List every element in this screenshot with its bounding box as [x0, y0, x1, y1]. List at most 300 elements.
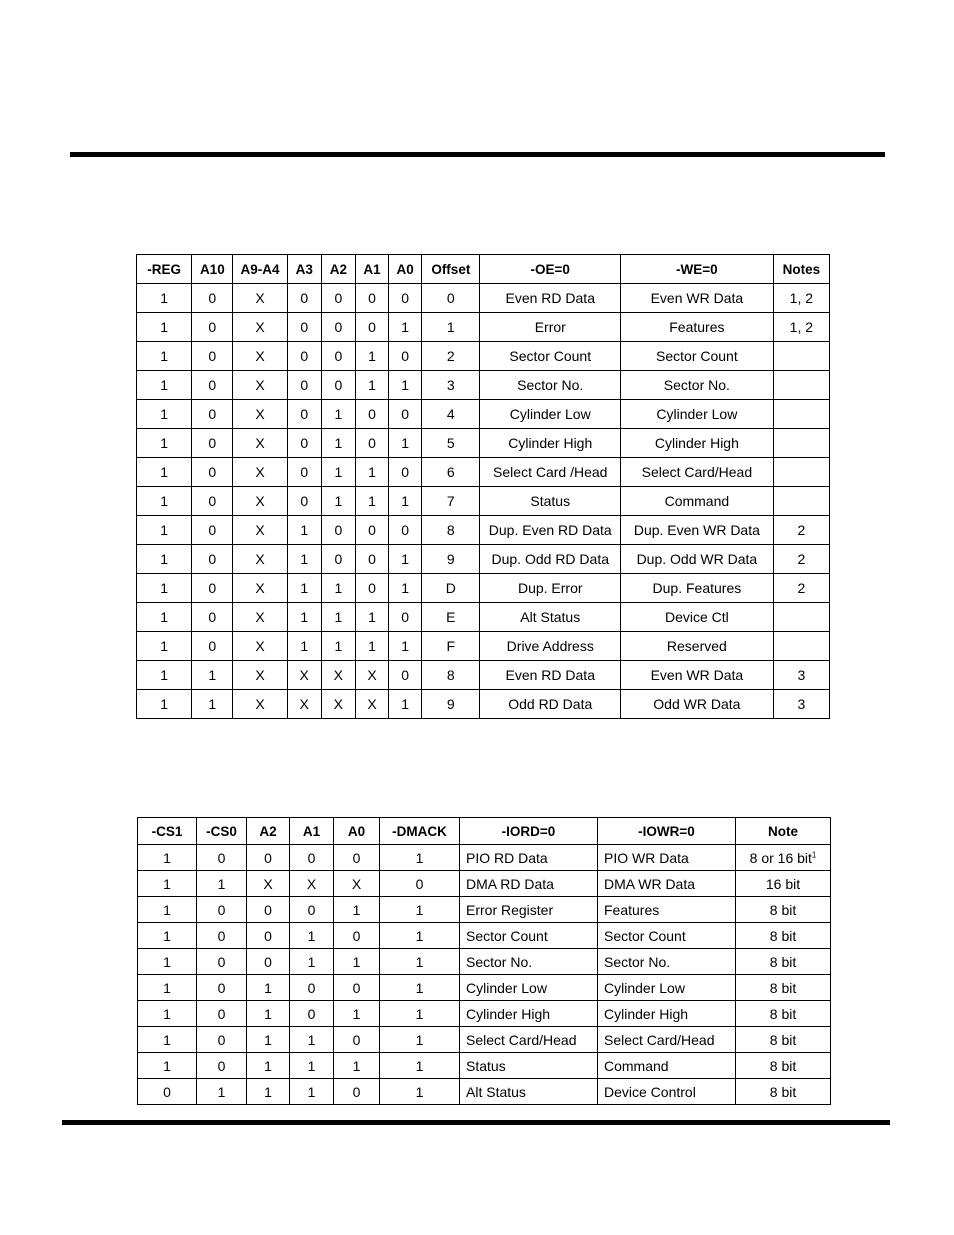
table-cell [197, 897, 247, 923]
table-cell [422, 603, 480, 632]
cell-text: 1 [352, 1057, 361, 1074]
cell-text: 1 [163, 1005, 171, 1022]
table-cell [773, 458, 829, 487]
table-cell [137, 516, 192, 545]
table-cell [422, 458, 480, 487]
table-cell [197, 1053, 247, 1079]
table-row [138, 1053, 831, 1079]
cell-text: 0 [368, 435, 376, 451]
cell-text: 0 [401, 290, 410, 306]
table-header-row [138, 818, 831, 845]
table-cell [389, 458, 422, 487]
cell-text: 1 [368, 377, 376, 393]
table-cell [773, 487, 829, 516]
table-cell [380, 871, 460, 897]
table-cell [321, 284, 355, 313]
column-header: -IOWR=0 [598, 818, 736, 845]
table-cell [598, 1027, 736, 1053]
table-cell [334, 1001, 380, 1027]
cell-text: 0 [208, 464, 217, 480]
table-row [137, 429, 830, 458]
cell-text: X [255, 493, 265, 509]
table-cell [137, 574, 192, 603]
cell-text: X [255, 290, 265, 306]
cell-text: Even RD Data [505, 290, 595, 306]
table-cell [192, 284, 233, 313]
cell-text: Device Control [604, 1083, 696, 1100]
column-header: A0 [389, 255, 422, 284]
cell-text: 1 [163, 979, 171, 996]
cell-text: X [255, 551, 265, 567]
cell-text: 1 [264, 979, 272, 996]
cell-text: Even WR Data [650, 667, 744, 683]
table-cell [247, 871, 290, 897]
cell-text: 1 [300, 522, 309, 538]
table-cell [321, 400, 355, 429]
column-header: A1 [290, 818, 334, 845]
table-cell [389, 545, 422, 574]
table-cell [480, 690, 621, 719]
table-cell [138, 1027, 197, 1053]
table-cell [287, 371, 321, 400]
cell-text: 8 bit [769, 1005, 797, 1022]
cell-text: Select Card/Head [466, 1031, 577, 1048]
cell-text: 0 [217, 927, 226, 944]
table-row [137, 371, 830, 400]
column-header: A0 [334, 818, 380, 845]
cell-text: Drive Address [506, 638, 594, 654]
table-cell [321, 313, 355, 342]
cell-text: 1 [217, 1083, 226, 1100]
cell-text: X [255, 348, 265, 364]
table-row [137, 516, 830, 545]
table-cell [480, 284, 621, 313]
cell-text: 1, 2 [789, 319, 814, 335]
cell-text: X [255, 319, 265, 335]
table-cell [773, 429, 829, 458]
table-cell [422, 516, 480, 545]
cell-text: 1 [415, 953, 424, 970]
cell-text: 0 [401, 522, 410, 538]
cell-text: 0 [300, 435, 309, 451]
table-cell [192, 342, 233, 371]
cell-text: 0 [368, 319, 376, 335]
table-cell [380, 975, 460, 1001]
table-cell [389, 400, 422, 429]
cell-text: Dup. Even RD Data [488, 522, 612, 538]
table-cell [480, 516, 621, 545]
cell-text: 1 [160, 522, 169, 538]
table-cell [138, 845, 197, 871]
table-cell [480, 371, 621, 400]
table-cell [233, 371, 287, 400]
cell-text: 0 [334, 522, 343, 538]
top-rule [70, 152, 885, 157]
table-cell [598, 1079, 736, 1105]
table-row [138, 1079, 831, 1105]
cell-text: 1 [368, 493, 376, 509]
cell-text: 1 [264, 1031, 272, 1048]
cell-text: 1 [163, 927, 171, 944]
table-cell [736, 897, 831, 923]
cell-text: 0 [401, 348, 410, 364]
table-row [138, 1001, 831, 1027]
cell-text: 2 [797, 551, 806, 567]
cell-text: X [299, 696, 309, 712]
table-row [137, 400, 830, 429]
table-cell [290, 1027, 334, 1053]
table-cell [422, 574, 480, 603]
table-cell [233, 313, 287, 342]
table-row [137, 603, 830, 632]
table-cell [321, 371, 355, 400]
table-cell [192, 603, 233, 632]
table-cell [334, 975, 380, 1001]
table-cell [138, 1053, 197, 1079]
cell-text: 1 [160, 551, 169, 567]
table-row [138, 949, 831, 975]
table-cell [621, 516, 774, 545]
table-row [137, 313, 830, 342]
table-cell [334, 949, 380, 975]
cell-text: 1 [160, 696, 169, 712]
table-cell [138, 949, 197, 975]
column-header: -CS1 [138, 818, 197, 845]
cell-text: Dup. Error [517, 580, 583, 596]
table-cell [192, 545, 233, 574]
cell-text: X [255, 377, 265, 393]
cell-text: Sector Count [509, 348, 592, 364]
cell-text: 0 [352, 1083, 361, 1100]
table-cell [138, 1079, 197, 1105]
table-cell [137, 284, 192, 313]
cell-text: 0 [264, 927, 272, 944]
table-cell [736, 1053, 831, 1079]
cell-text: 0 [368, 406, 376, 422]
cell-text: 0 [307, 979, 316, 996]
cell-text: 0 [368, 522, 376, 538]
table-cell [355, 574, 388, 603]
cell-text: Select Card/Head [604, 1031, 715, 1048]
table-cell [287, 545, 321, 574]
table-cell [422, 661, 480, 690]
cell-text: Alt Status [466, 1083, 526, 1100]
cell-text: 1 [415, 1031, 424, 1048]
table-cell [736, 845, 831, 871]
table-cell [233, 487, 287, 516]
table-cell [290, 1001, 334, 1027]
cell-text: 1 [217, 875, 226, 892]
table-cell [290, 949, 334, 975]
table-cell [460, 845, 598, 871]
cell-text: 1 [163, 953, 171, 970]
cell-text: 1 [264, 1057, 272, 1074]
cell-text: Cylinder Low [466, 979, 547, 996]
table-header-row [137, 255, 830, 284]
cell-text: Sector No. [604, 953, 671, 970]
cell-text: 1 [160, 580, 169, 596]
cell-text: 0 [300, 464, 309, 480]
cell-text: Device Ctl [664, 609, 729, 625]
cell-text: 3 [446, 377, 455, 393]
table-cell [380, 1079, 460, 1105]
column-header: -CS0 [197, 818, 247, 845]
cell-text: 1 [208, 696, 217, 712]
table-cell [460, 1053, 598, 1079]
table-cell [355, 371, 388, 400]
table-cell [621, 632, 774, 661]
table-cell [321, 429, 355, 458]
cell-text: 1 [446, 319, 455, 335]
cell-text: Reserved [666, 638, 727, 654]
table-cell [334, 871, 380, 897]
cell-text: 0 [217, 1005, 226, 1022]
table-cell [389, 661, 422, 690]
cell-text: X [255, 522, 265, 538]
cell-text: 1 [401, 638, 410, 654]
table-cell [773, 516, 829, 545]
cell-text: 1 [415, 1057, 424, 1074]
table-cell [247, 845, 290, 871]
table-cell [460, 871, 598, 897]
cell-text: 0 [334, 348, 343, 364]
cell-text: 0 [217, 901, 226, 918]
cell-text: 0 [415, 875, 424, 892]
cell-text: 4 [446, 406, 455, 422]
column-header: -IORD=0 [460, 818, 598, 845]
table-cell [334, 1053, 380, 1079]
table-cell [598, 975, 736, 1001]
column-header: A2 [321, 255, 355, 284]
table-cell [290, 1079, 334, 1105]
cell-text: 0 [217, 849, 226, 866]
table-cell [460, 1001, 598, 1027]
table-cell [389, 284, 422, 313]
table-cell [290, 897, 334, 923]
cell-text: 1 [307, 1083, 316, 1100]
table-row [137, 458, 830, 487]
cell-text: 8 bit [769, 1057, 797, 1074]
cell-text: 1 [300, 580, 309, 596]
cell-text: X [306, 875, 317, 892]
table-cell [192, 487, 233, 516]
table-cell [233, 574, 287, 603]
table-cell [422, 429, 480, 458]
cell-text: 1 [163, 901, 171, 918]
table-cell [422, 632, 480, 661]
cell-text: 0 [307, 1005, 316, 1022]
table-cell [192, 574, 233, 603]
cell-text: 1 [160, 435, 169, 451]
cell-text: 0 [264, 849, 272, 866]
table-cell [233, 661, 287, 690]
cell-text: Command [604, 1057, 669, 1074]
cell-text: 1 [415, 1005, 424, 1022]
cell-text: 3 [797, 667, 806, 683]
table-cell [598, 1053, 736, 1079]
table-cell [380, 1053, 460, 1079]
table-cell [233, 284, 287, 313]
cell-text: 0 [264, 901, 272, 918]
table-cell [355, 661, 388, 690]
table-cell [247, 923, 290, 949]
table-cell [480, 545, 621, 574]
cell-text: 0 [401, 609, 410, 625]
table-cell [287, 516, 321, 545]
cell-text: 0 [208, 377, 217, 393]
table-cell [389, 371, 422, 400]
column-header: Notes [773, 255, 829, 284]
cell-text: 0 [352, 927, 361, 944]
column-header: A2 [247, 818, 290, 845]
cell-text: 1 [334, 406, 343, 422]
cell-text: Sector Count [656, 348, 738, 364]
table-cell [389, 487, 422, 516]
table-cell [321, 603, 355, 632]
table-cell [197, 1079, 247, 1105]
cell-text: 0 [217, 953, 226, 970]
table-cell [138, 923, 197, 949]
cell-text: 1, 2 [789, 290, 814, 306]
table-cell [422, 400, 480, 429]
table-cell [287, 458, 321, 487]
table-cell [334, 1027, 380, 1053]
table-cell [287, 284, 321, 313]
table-cell [736, 1001, 831, 1027]
table-cell [621, 342, 774, 371]
cell-text: 0 [163, 1083, 171, 1100]
table-row [138, 975, 831, 1001]
table-cell [138, 975, 197, 1001]
cell-text: 1 [334, 435, 343, 451]
cell-text: 1 [160, 609, 169, 625]
table-cell [621, 603, 774, 632]
table-cell [422, 313, 480, 342]
table-cell [233, 603, 287, 632]
cell-text: X [263, 875, 273, 892]
cell-text: Odd WR Data [653, 696, 741, 712]
cell-text: 1 [307, 927, 316, 944]
cell-text: 9 [446, 696, 455, 712]
table-cell [355, 458, 388, 487]
cell-text: 6 [446, 464, 455, 480]
cell-text: 0 [352, 1031, 361, 1048]
table-row [138, 871, 831, 897]
cell-text: 9 [446, 551, 455, 567]
table-cell [197, 871, 247, 897]
table-cell [321, 458, 355, 487]
cell-text: Cylinder High [654, 435, 739, 451]
cell-text: 1 [415, 1083, 424, 1100]
table-cell [192, 400, 233, 429]
cell-text: 1 [334, 580, 343, 596]
table-cell [773, 545, 829, 574]
cell-text: 1 [401, 580, 410, 596]
cell-text: Even WR Data [650, 290, 744, 306]
cell-text: Cylinder Low [509, 406, 591, 422]
table-cell [197, 923, 247, 949]
table-cell [287, 632, 321, 661]
table-cell [247, 1027, 290, 1053]
footnote-marker: 1 [811, 849, 817, 859]
cell-text: 1 [163, 1031, 171, 1048]
table-cell [621, 429, 774, 458]
cell-text: 1 [160, 290, 169, 306]
memory-mapped-register-table [136, 254, 830, 719]
table-cell [621, 400, 774, 429]
table-cell [389, 690, 422, 719]
cell-text: Cylinder Low [656, 406, 738, 422]
table-cell [773, 400, 829, 429]
cell-text: 1 [401, 696, 410, 712]
cell-text: 0 [208, 319, 217, 335]
table-cell [460, 923, 598, 949]
table-cell [247, 1053, 290, 1079]
cell-text: 8 bit [769, 979, 797, 996]
cell-text: Sector No. [517, 377, 584, 393]
cell-text: 1 [300, 609, 309, 625]
table-row [137, 284, 830, 313]
cell-text: PIO RD Data [466, 849, 548, 866]
table-cell [621, 458, 774, 487]
cell-text: 2 [797, 522, 806, 538]
table-cell [598, 871, 736, 897]
table-cell [197, 1001, 247, 1027]
cell-text: 0 [368, 290, 376, 306]
table-row [137, 574, 830, 603]
table-cell [137, 429, 192, 458]
table-cell [197, 949, 247, 975]
cell-text: 0 [401, 406, 410, 422]
cell-text: F [446, 638, 456, 654]
cell-text: X [255, 638, 265, 654]
cell-text: 1 [307, 1031, 316, 1048]
table-cell [197, 1027, 247, 1053]
table-cell [192, 371, 233, 400]
cell-text: X [255, 580, 265, 596]
table-cell [736, 1027, 831, 1053]
table-cell [192, 661, 233, 690]
table-cell [480, 661, 621, 690]
io-register-table [137, 817, 831, 1105]
cell-text: 0 [300, 348, 309, 364]
cell-text: Dup. Features [652, 580, 742, 596]
table-cell [380, 845, 460, 871]
table-cell [389, 574, 422, 603]
cell-text: 1 [163, 1057, 171, 1074]
cell-text: 0 [208, 580, 217, 596]
table-cell [321, 690, 355, 719]
table-cell [355, 284, 388, 313]
table-cell [247, 897, 290, 923]
table-cell [137, 458, 192, 487]
table-cell [287, 603, 321, 632]
cell-text: 0 [334, 319, 343, 335]
table-cell [621, 487, 774, 516]
cell-text: 0 [446, 290, 455, 306]
table-cell [287, 574, 321, 603]
table-cell [480, 574, 621, 603]
cell-text: X [367, 696, 377, 712]
table-cell [290, 845, 334, 871]
cell-text: Even RD Data [505, 667, 595, 683]
cell-text: 0 [208, 348, 217, 364]
table-cell [773, 632, 829, 661]
table-cell [460, 949, 598, 975]
cell-text: E [446, 609, 456, 625]
table-row [137, 690, 830, 719]
cell-text: Error Register [466, 901, 554, 918]
